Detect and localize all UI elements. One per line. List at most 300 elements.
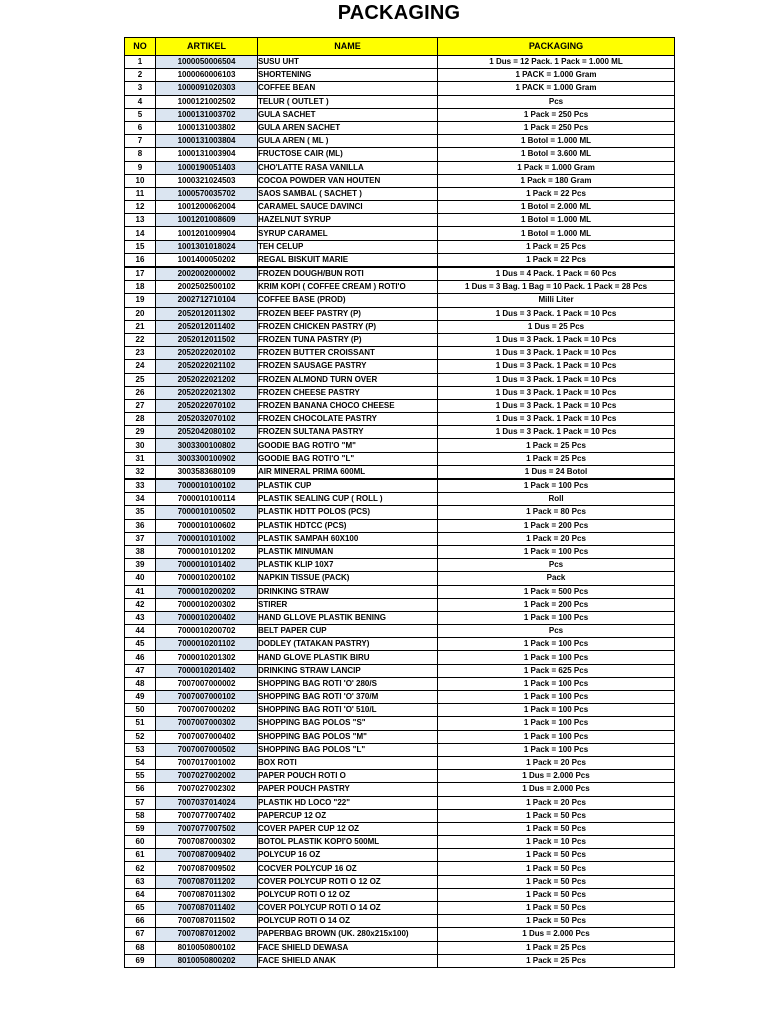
cell-packaging: 1 Pack = 50 Pcs	[438, 822, 675, 835]
table-row	[125, 598, 675, 611]
cell-name: POLYCUP ROTI O 14 OZ	[258, 915, 438, 928]
cell-artikel: 2052022021102	[156, 360, 258, 373]
cell-packaging: 1 Pack = 100 Pcs	[438, 704, 675, 717]
cell-no: 20	[125, 307, 156, 320]
cell-name: PLASTIK MINUMAN	[258, 545, 438, 558]
cell-packaging: 1 Pack = 25 Pcs	[438, 439, 675, 452]
table-row	[125, 704, 675, 717]
header-packaging: PACKAGING	[438, 38, 675, 56]
cell-name: POLYCUP ROTI O 12 OZ	[258, 888, 438, 901]
cell-artikel: 7000010100102	[156, 479, 258, 493]
cell-no: 58	[125, 809, 156, 822]
table-row	[125, 796, 675, 809]
cell-artikel: 2052022070102	[156, 399, 258, 412]
cell-packaging: 1 Pack = 1.000 Gram	[438, 161, 675, 174]
table-row	[125, 545, 675, 558]
cell-no: 62	[125, 862, 156, 875]
cell-packaging: 1 Pack = 100 Pcs	[438, 677, 675, 690]
table-row	[125, 585, 675, 598]
table-row	[125, 730, 675, 743]
cell-no: 30	[125, 439, 156, 452]
cell-packaging: 1 Botol = 1.000 ML	[438, 214, 675, 227]
cell-artikel: 2052022021202	[156, 373, 258, 386]
cell-no: 65	[125, 902, 156, 915]
cell-packaging: 1 Pack = 50 Pcs	[438, 809, 675, 822]
cell-no: 29	[125, 426, 156, 439]
cell-name: FACE SHIELD ANAK	[258, 954, 438, 967]
cell-artikel: 3003583680109	[156, 465, 258, 479]
cell-no: 27	[125, 399, 156, 412]
cell-no: 48	[125, 677, 156, 690]
cell-name: HAND GLLOVE PLASTIK BENING	[258, 611, 438, 624]
cell-name: SAOS SAMBAL ( SACHET )	[258, 187, 438, 200]
table-row	[125, 770, 675, 783]
cell-artikel: 7007037014024	[156, 796, 258, 809]
cell-artikel: 1000050006504	[156, 56, 258, 69]
table-row	[125, 664, 675, 677]
cell-packaging: Pcs	[438, 559, 675, 572]
cell-packaging: 1 Pack = 250 Pcs	[438, 121, 675, 134]
cell-name: FRUCTOSE CAIR (ML)	[258, 148, 438, 161]
cell-no: 55	[125, 770, 156, 783]
table-row	[125, 941, 675, 954]
table-row	[125, 253, 675, 267]
cell-no: 21	[125, 320, 156, 333]
cell-artikel: 7000010201402	[156, 664, 258, 677]
table-row	[125, 281, 675, 294]
cell-packaging: 1 Dus = 3 Pack. 1 Pack = 10 Pcs	[438, 347, 675, 360]
cell-packaging: 1 Dus = 3 Pack. 1 Pack = 10 Pcs	[438, 399, 675, 412]
cell-packaging: 1 Pack = 180 Gram	[438, 174, 675, 187]
cell-name: COFFEE BEAN	[258, 82, 438, 95]
cell-artikel: 1000190051403	[156, 161, 258, 174]
table-row	[125, 347, 675, 360]
table-row	[125, 572, 675, 585]
cell-artikel: 1001200062004	[156, 201, 258, 214]
cell-name: COVER POLYCUP ROTI O 14 OZ	[258, 902, 438, 915]
cell-name: FROZEN TUNA PASTRY (P)	[258, 333, 438, 346]
cell-no: 26	[125, 386, 156, 399]
cell-no: 35	[125, 506, 156, 519]
cell-name: PLASTIK SAMPAH 60X100	[258, 532, 438, 545]
cell-name: FROZEN ALMOND TURN OVER	[258, 373, 438, 386]
cell-artikel: 7000010200702	[156, 625, 258, 638]
table-row	[125, 135, 675, 148]
cell-name: PAPERCUP 12 OZ	[258, 809, 438, 822]
table-row	[125, 161, 675, 174]
cell-packaging: 1 Pack = 100 Pcs	[438, 691, 675, 704]
cell-no: 33	[125, 479, 156, 493]
cell-no: 46	[125, 651, 156, 664]
cell-no: 63	[125, 875, 156, 888]
cell-name: POLYCUP 16 OZ	[258, 849, 438, 862]
table-row	[125, 56, 675, 69]
cell-name: CARAMEL SAUCE DAVINCI	[258, 201, 438, 214]
table-row	[125, 611, 675, 624]
cell-artikel: 7007087000302	[156, 836, 258, 849]
cell-artikel: 7007007000302	[156, 717, 258, 730]
cell-artikel: 2052022021302	[156, 386, 258, 399]
cell-name: TEH CELUP	[258, 240, 438, 253]
cell-no: 60	[125, 836, 156, 849]
cell-no: 4	[125, 95, 156, 108]
cell-artikel: 7000010101002	[156, 532, 258, 545]
cell-no: 49	[125, 691, 156, 704]
cell-no: 50	[125, 704, 156, 717]
cell-packaging: 1 Pack = 100 Pcs	[438, 479, 675, 493]
cell-name: GOODIE BAG ROTI'O "L"	[258, 452, 438, 465]
table-row	[125, 386, 675, 399]
cell-packaging: 1 Pack = 100 Pcs	[438, 743, 675, 756]
cell-artikel: 2052042080102	[156, 426, 258, 439]
cell-no: 14	[125, 227, 156, 240]
cell-artikel: 1001201008609	[156, 214, 258, 227]
table-row	[125, 743, 675, 756]
cell-packaging: 1 Dus = 3 Pack. 1 Pack = 10 Pcs	[438, 386, 675, 399]
cell-packaging: 1 PACK = 1.000 Gram	[438, 69, 675, 82]
cell-packaging: 1 Dus = 24 Botol	[438, 465, 675, 479]
cell-artikel: 1000131003804	[156, 135, 258, 148]
cell-packaging: 1 Dus = 3 Pack. 1 Pack = 10 Pcs	[438, 426, 675, 439]
cell-no: 36	[125, 519, 156, 532]
cell-artikel: 7007007000402	[156, 730, 258, 743]
cell-packaging: 1 Pack = 100 Pcs	[438, 730, 675, 743]
cell-artikel: 7007007000102	[156, 691, 258, 704]
cell-artikel: 2052012011402	[156, 320, 258, 333]
cell-name: SHOPPING BAG POLOS "M"	[258, 730, 438, 743]
table-row	[125, 493, 675, 506]
cell-no: 7	[125, 135, 156, 148]
cell-packaging: 1 Pack = 25 Pcs	[438, 452, 675, 465]
cell-no: 44	[125, 625, 156, 638]
cell-no: 9	[125, 161, 156, 174]
cell-artikel: 7000010101402	[156, 559, 258, 572]
cell-no: 6	[125, 121, 156, 134]
cell-packaging: 1 Pack = 80 Pcs	[438, 506, 675, 519]
cell-no: 24	[125, 360, 156, 373]
cell-name: GULA AREN SACHET	[258, 121, 438, 134]
table-row	[125, 954, 675, 967]
table-row	[125, 638, 675, 651]
cell-name: FROZEN BEEF PASTRY (P)	[258, 307, 438, 320]
cell-packaging: 1 Pack = 10 Pcs	[438, 836, 675, 849]
cell-name: SHOPPING BAG ROTI 'O' 510/L	[258, 704, 438, 717]
table-row	[125, 294, 675, 307]
header-no: NO	[125, 38, 156, 56]
cell-no: 61	[125, 849, 156, 862]
cell-artikel: 7007087012002	[156, 928, 258, 941]
cell-packaging: 1 Pack = 20 Pcs	[438, 796, 675, 809]
cell-no: 22	[125, 333, 156, 346]
cell-packaging: 1 Dus = 3 Pack. 1 Pack = 10 Pcs	[438, 373, 675, 386]
cell-artikel: 7007087009402	[156, 849, 258, 862]
table-row	[125, 756, 675, 769]
cell-artikel: 7007027002302	[156, 783, 258, 796]
header-artikel: ARTIKEL	[156, 38, 258, 56]
cell-packaging: 1 Pack = 100 Pcs	[438, 717, 675, 730]
table-row	[125, 399, 675, 412]
table-row	[125, 559, 675, 572]
cell-packaging: 1 Pack = 50 Pcs	[438, 915, 675, 928]
cell-packaging: 1 Pack = 100 Pcs	[438, 651, 675, 664]
cell-no: 23	[125, 347, 156, 360]
cell-artikel: 8010050800202	[156, 954, 258, 967]
cell-no: 11	[125, 187, 156, 200]
cell-name: PLASTIK HDTT POLOS (PCS)	[258, 506, 438, 519]
cell-no: 10	[125, 174, 156, 187]
cell-no: 41	[125, 585, 156, 598]
cell-artikel: 7000010200102	[156, 572, 258, 585]
cell-artikel: 7000010101202	[156, 545, 258, 558]
table-row	[125, 836, 675, 849]
cell-name: SUSU UHT	[258, 56, 438, 69]
cell-name: COVER PAPER CUP 12 OZ	[258, 822, 438, 835]
cell-artikel: 7000010200202	[156, 585, 258, 598]
cell-no: 18	[125, 281, 156, 294]
cell-packaging: 1 Dus = 3 Pack. 1 Pack = 10 Pcs	[438, 307, 675, 320]
cell-name: DRINKING STRAW	[258, 585, 438, 598]
cell-name: PLASTIK SEALING CUP ( ROLL )	[258, 493, 438, 506]
cell-artikel: 1000060006103	[156, 69, 258, 82]
cell-no: 56	[125, 783, 156, 796]
cell-no: 3	[125, 82, 156, 95]
cell-no: 69	[125, 954, 156, 967]
table-row	[125, 625, 675, 638]
table-row	[125, 214, 675, 227]
table-row	[125, 413, 675, 426]
table-row	[125, 95, 675, 108]
cell-packaging: 1 Pack = 20 Pcs	[438, 532, 675, 545]
table-row	[125, 465, 675, 479]
table-row	[125, 320, 675, 333]
cell-name: BOTOL PLASTIK KOPI'O 500ML	[258, 836, 438, 849]
table-row	[125, 783, 675, 796]
cell-artikel: 7007087011402	[156, 902, 258, 915]
cell-name: BELT PAPER CUP	[258, 625, 438, 638]
cell-no: 52	[125, 730, 156, 743]
cell-packaging: 1 Dus = 4 Pack. 1 Pack = 60 Pcs	[438, 267, 675, 281]
table-row	[125, 240, 675, 253]
cell-no: 34	[125, 493, 156, 506]
cell-packaging: 1 Pack = 25 Pcs	[438, 941, 675, 954]
table-row	[125, 532, 675, 545]
cell-artikel: 8010050800102	[156, 941, 258, 954]
cell-name: COCVER POLYCUP 16 OZ	[258, 862, 438, 875]
table-row	[125, 307, 675, 320]
cell-name: AIR MINERAL PRIMA 600ML	[258, 465, 438, 479]
table-row	[125, 452, 675, 465]
cell-artikel: 2052012011502	[156, 333, 258, 346]
cell-name: FACE SHIELD DEWASA	[258, 941, 438, 954]
cell-artikel: 7007077007502	[156, 822, 258, 835]
table-row	[125, 809, 675, 822]
cell-packaging: 1 Dus = 2.000 Pcs	[438, 783, 675, 796]
cell-artikel: 2052012011302	[156, 307, 258, 320]
cell-no: 8	[125, 148, 156, 161]
table-row	[125, 479, 675, 493]
cell-no: 17	[125, 267, 156, 281]
cell-name: DODLEY (TATAKAN PASTRY)	[258, 638, 438, 651]
cell-artikel: 3003300100902	[156, 452, 258, 465]
cell-artikel: 7007027002002	[156, 770, 258, 783]
cell-no: 54	[125, 756, 156, 769]
cell-no: 42	[125, 598, 156, 611]
cell-packaging: 1 Botol = 1.000 ML	[438, 227, 675, 240]
table-row	[125, 849, 675, 862]
cell-packaging: 1 Pack = 625 Pcs	[438, 664, 675, 677]
cell-packaging: 1 Dus = 3 Bag. 1 Bag = 10 Pack. 1 Pack = 28 Pcs	[438, 281, 675, 294]
cell-packaging: 1 Pack = 22 Pcs	[438, 253, 675, 267]
cell-no: 5	[125, 108, 156, 121]
cell-packaging: Pcs	[438, 625, 675, 638]
cell-name: PLASTIK KLIP 10X7	[258, 559, 438, 572]
table-row	[125, 928, 675, 941]
cell-no: 12	[125, 201, 156, 214]
cell-packaging: 1 Pack = 50 Pcs	[438, 862, 675, 875]
cell-packaging: 1 Pack = 50 Pcs	[438, 888, 675, 901]
table-row	[125, 69, 675, 82]
cell-no: 59	[125, 822, 156, 835]
cell-packaging: 1 Pack = 250 Pcs	[438, 108, 675, 121]
cell-no: 39	[125, 559, 156, 572]
cell-packaging: 1 Pack = 50 Pcs	[438, 849, 675, 862]
cell-artikel: 7007077007402	[156, 809, 258, 822]
cell-name: PAPERBAG BROWN (UK. 280x215x100)	[258, 928, 438, 941]
cell-no: 19	[125, 294, 156, 307]
cell-artikel: 7000010200302	[156, 598, 258, 611]
cell-name: HAZELNUT SYRUP	[258, 214, 438, 227]
table-row	[125, 360, 675, 373]
cell-artikel: 1000321024503	[156, 174, 258, 187]
cell-name: SHOPPING BAG POLOS "S"	[258, 717, 438, 730]
cell-packaging: 1 Pack = 100 Pcs	[438, 545, 675, 558]
table-row	[125, 148, 675, 161]
cell-packaging: 1 Dus = 3 Pack. 1 Pack = 10 Pcs	[438, 333, 675, 346]
cell-artikel: 7007087011502	[156, 915, 258, 928]
cell-name: COCOA POWDER VAN HOUTEN	[258, 174, 438, 187]
table-row	[125, 651, 675, 664]
cell-name: CHO'LATTE RASA VANILLA	[258, 161, 438, 174]
table-row	[125, 691, 675, 704]
cell-artikel: 2002502500102	[156, 281, 258, 294]
cell-packaging: 1 Dus = 2.000 Pcs	[438, 928, 675, 941]
cell-name: FROZEN SULTANA PASTRY	[258, 426, 438, 439]
cell-no: 47	[125, 664, 156, 677]
cell-name: PLASTIK HD LOCO "22"	[258, 796, 438, 809]
table-row	[125, 677, 675, 690]
cell-name: STIRER	[258, 598, 438, 611]
cell-no: 64	[125, 888, 156, 901]
cell-packaging: 1 Pack = 200 Pcs	[438, 519, 675, 532]
cell-packaging: 1 Pack = 25 Pcs	[438, 954, 675, 967]
cell-name: FROZEN BUTTER CROISSANT	[258, 347, 438, 360]
cell-name: PAPER POUCH PASTRY	[258, 783, 438, 796]
cell-packaging: 1 Pack = 500 Pcs	[438, 585, 675, 598]
cell-no: 13	[125, 214, 156, 227]
cell-packaging: Roll	[438, 493, 675, 506]
cell-name: SHOPPING BAG ROTI 'O' 280/S	[258, 677, 438, 690]
cell-artikel: 1000131003702	[156, 108, 258, 121]
cell-artikel: 7000010100502	[156, 506, 258, 519]
cell-packaging: 1 Botol = 2.000 ML	[438, 201, 675, 214]
cell-name: PLASTIK HDTCC (PCS)	[258, 519, 438, 532]
cell-name: PLASTIK CUP	[258, 479, 438, 493]
cell-no: 40	[125, 572, 156, 585]
cell-no: 51	[125, 717, 156, 730]
table-row	[125, 82, 675, 95]
cell-artikel: 1000570035702	[156, 187, 258, 200]
cell-packaging: 1 Pack = 22 Pcs	[438, 187, 675, 200]
cell-no: 37	[125, 532, 156, 545]
cell-no: 53	[125, 743, 156, 756]
table-row	[125, 875, 675, 888]
cell-name: SHOPPING BAG ROTI 'O' 370/M	[258, 691, 438, 704]
cell-artikel: 7000010201302	[156, 651, 258, 664]
cell-name: FROZEN BANANA CHOCO CHEESE	[258, 399, 438, 412]
table-row	[125, 519, 675, 532]
cell-packaging: 1 Botol = 3.600 ML	[438, 148, 675, 161]
table-row	[125, 915, 675, 928]
cell-packaging: 1 Dus = 2.000 Pcs	[438, 770, 675, 783]
cell-packaging: 1 Pack = 50 Pcs	[438, 902, 675, 915]
cell-artikel: 2052032070102	[156, 413, 258, 426]
table-row	[125, 333, 675, 346]
cell-artikel: 2002002000002	[156, 267, 258, 281]
cell-packaging: 1 Pack = 200 Pcs	[438, 598, 675, 611]
cell-no: 57	[125, 796, 156, 809]
cell-artikel: 1001400050202	[156, 253, 258, 267]
cell-packaging: 1 Dus = 25 Pcs	[438, 320, 675, 333]
cell-name: FROZEN CHOCOLATE PASTRY	[258, 413, 438, 426]
table-row	[125, 822, 675, 835]
cell-no: 16	[125, 253, 156, 267]
cell-artikel: 1000091020303	[156, 82, 258, 95]
table-row	[125, 121, 675, 134]
cell-packaging: Pcs	[438, 95, 675, 108]
table-row	[125, 862, 675, 875]
cell-name: COVER POLYCUP ROTI O 12 OZ	[258, 875, 438, 888]
table-row	[125, 267, 675, 281]
cell-name: FROZEN CHICKEN PASTRY (P)	[258, 320, 438, 333]
cell-name: GULA AREN ( ML )	[258, 135, 438, 148]
cell-name: SHORTENING	[258, 69, 438, 82]
cell-packaging: 1 Pack = 100 Pcs	[438, 611, 675, 624]
cell-artikel: 7007087011202	[156, 875, 258, 888]
cell-no: 66	[125, 915, 156, 928]
cell-artikel: 2002712710104	[156, 294, 258, 307]
cell-name: FROZEN CHEESE PASTRY	[258, 386, 438, 399]
cell-packaging: 1 Pack = 20 Pcs	[438, 756, 675, 769]
cell-packaging: 1 Pack = 25 Pcs	[438, 240, 675, 253]
table-row	[125, 373, 675, 386]
cell-name: HAND GLOVE PLASTIK BIRU	[258, 651, 438, 664]
cell-no: 28	[125, 413, 156, 426]
header-row	[125, 38, 675, 56]
cell-name: FROZEN DOUGH/BUN ROTI	[258, 267, 438, 281]
cell-no: 38	[125, 545, 156, 558]
table-row	[125, 108, 675, 121]
cell-name: NAPKIN TISSUE (PACK)	[258, 572, 438, 585]
table-row	[125, 201, 675, 214]
cell-artikel: 1000131003904	[156, 148, 258, 161]
cell-packaging: 1 Dus = 12 Pack. 1 Pack = 1.000 ML	[438, 56, 675, 69]
cell-packaging: 1 Dus = 3 Pack. 1 Pack = 10 Pcs	[438, 413, 675, 426]
table-row	[125, 426, 675, 439]
cell-artikel: 1001301018024	[156, 240, 258, 253]
cell-name: SHOPPING BAG POLOS "L"	[258, 743, 438, 756]
cell-artikel: 7000010200402	[156, 611, 258, 624]
cell-packaging: 1 Pack = 50 Pcs	[438, 875, 675, 888]
